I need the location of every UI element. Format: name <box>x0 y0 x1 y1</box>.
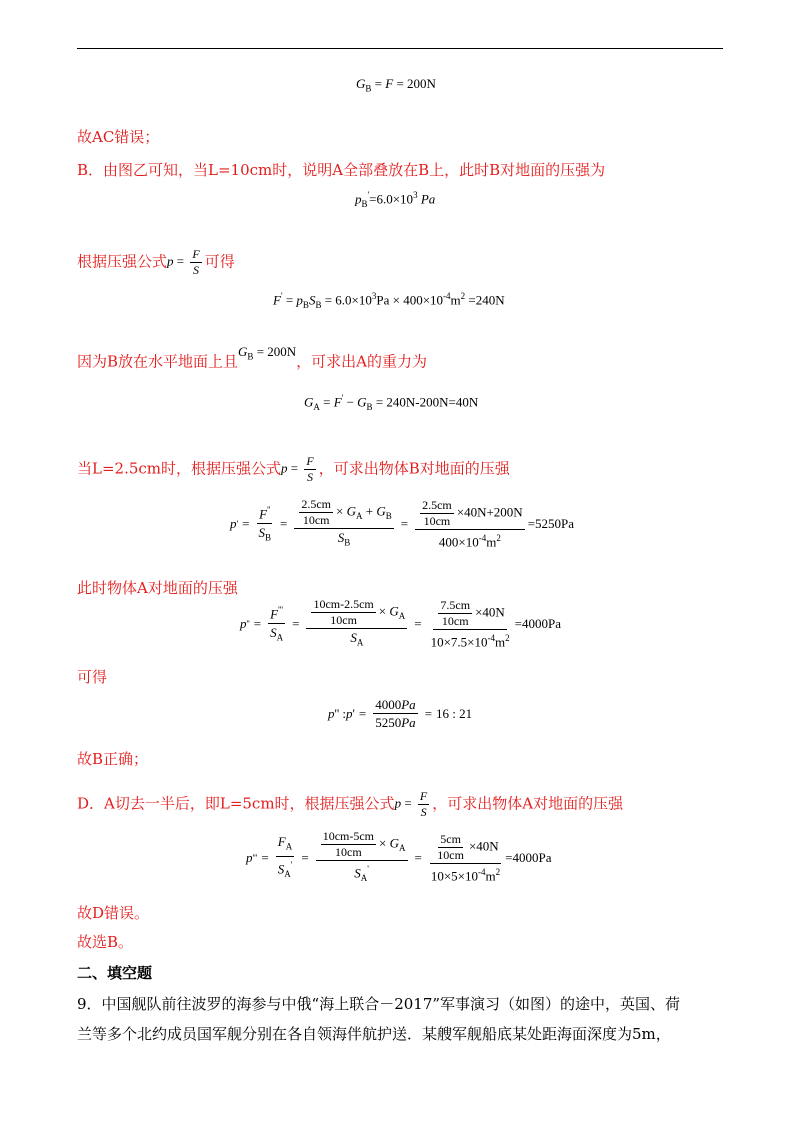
question-9-line-1: 9．中国舰队前往波罗的海参与中俄“海上联合－2017”军事演习（如图）的途中，英国、荷 <box>77 995 681 1013</box>
inline-formula-p-f-s-2: p = $\frac{F}{S}$ <box>281 454 314 484</box>
formula-gb-equals-f: $G_B = F = 200N$ <box>356 76 436 94</box>
inline-formula-gb: $G_B = 200N$ <box>238 344 297 362</box>
formula-p-prime-b: p ' = $\frac{F''}{S_B}$ = $\frac{2.5cm}{10cm}$ × $G_A + G_B$ $S_B$ = $\frac{2.5cm}{10cm}$ ×40N+200N $400\times 10^{-4}m^2$ =5250Pa <box>230 497 575 550</box>
question-9-line-2: 兰等多个北约成员国军舰分别在各自领海伴航护送．某艘军舰船底某处距海面深度为5m， <box>77 1025 671 1043</box>
formula-ratio: p '' : p ' = $\frac{4000Pa}{5250Pa}$ = 16 : 21 <box>328 697 473 730</box>
line-l-2-5cm: 当L=2.5cm时，根据压强公式p = $\frac{F}{S}$ ，可求出物体B对地面的压强 <box>77 454 510 484</box>
line-d-analysis: D．A切去一半后，即L=5cm时，根据压强公式p = $\frac{F}{S}$ ，可求出物体A对地面的压强 <box>77 789 624 819</box>
inline-formula-p-f-s: p = $\frac{F}{S}$ <box>167 247 200 277</box>
line-b-analysis: B．由图乙可知，当L=10cm时，说明A全部叠放在B上，此时B对地面的压强为 <box>77 161 606 179</box>
line-ac-wrong: 故AC错误； <box>77 128 160 146</box>
formula-ga: $G_A = F' - G_B = 240N-200N=40N$ <box>304 393 479 412</box>
line-b-correct: 故B正确； <box>77 750 149 768</box>
line-choose-b: 故选B。 <box>77 933 134 951</box>
formula-pb-prime: $p_B'=6.0\times 10^3$ Pa <box>355 190 436 209</box>
header-rule <box>77 48 723 49</box>
formula-p-double-prime-a: p '' = $\frac{F'''}{S_A}$ = $\frac{10cm-2.5cm}{10cm}$ × $G_A$ $S_A$ = $\frac{7.5cm}{10cm}$ ×40N $10\times 7.5\times 10^{-4}m^2$ =4000Pa <box>240 597 561 650</box>
formula-p-triple-prime: p ''' = $\frac{F_A}{S_A'}$ = $\frac{10cm-5cm}{10cm}$ × $G_A$ $S_A'$ = $\frac{5cm}{10cm}$ ×40N $10\times 5\times 10^{-4}m^2$ =4000Pa <box>246 829 552 884</box>
section-heading: 二、填空题 <box>77 964 153 982</box>
line-b-on-ground: 因为B放在水平地面上且$G_B = 200N$，可求出A的重力为 <box>77 344 428 371</box>
line-d-wrong: 故D错误。 <box>77 904 150 922</box>
inline-formula-p-f-s-3: p = $\frac{F}{S}$ <box>394 789 428 819</box>
line-can-get: 可得 <box>77 668 108 686</box>
line-pressure-formula: 根据压强公式p = $\frac{F}{S}$ 可得 <box>77 247 235 277</box>
formula-f-prime: $F' = p_BS_B = 6.0\times 10^3Pa \times 400\times 10^{-4}m^2 =240N$ <box>273 291 505 310</box>
line-a-pressure: 此时物体A对地面的压强 <box>77 579 238 597</box>
